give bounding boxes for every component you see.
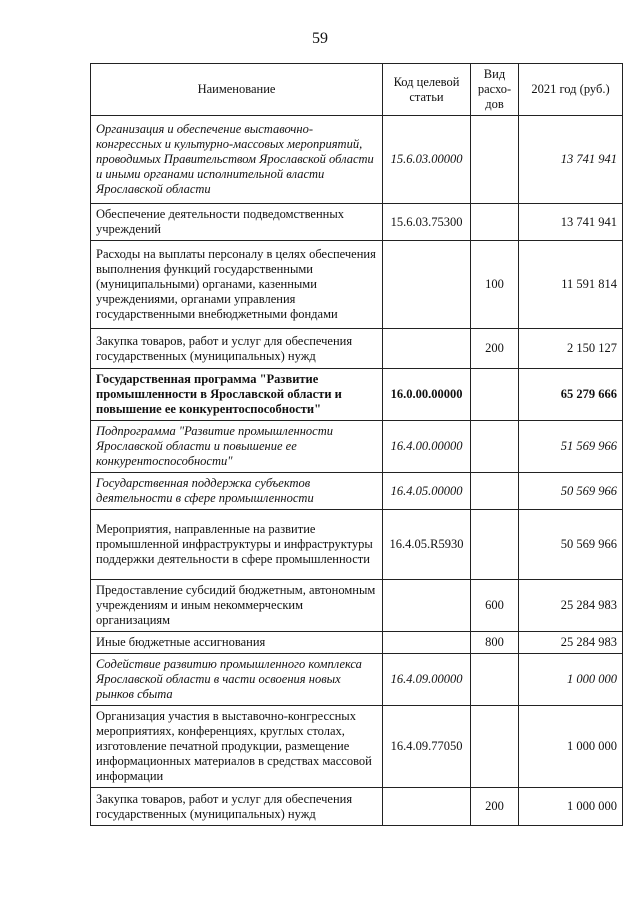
cell-code bbox=[383, 580, 471, 632]
table-row bbox=[91, 421, 623, 473]
cell-name: Государственная программа "Развитие промышленности в Ярославской области и повышение ее конкурентоспособности" bbox=[91, 369, 383, 421]
cell-name: Закупка товаров, работ и услуг для обеспечения государственных (муниципальных) нужд bbox=[91, 788, 383, 826]
cell-code: 15.6.03.00000 bbox=[383, 116, 471, 204]
cell-code: 16.4.09.77050 bbox=[383, 706, 471, 788]
table-row bbox=[91, 329, 623, 369]
cell-code bbox=[383, 329, 471, 369]
cell-code: 16.4.05.R5930 bbox=[383, 510, 471, 580]
cell-name: Иные бюджетные ассигнования bbox=[91, 632, 383, 654]
table-row bbox=[91, 369, 623, 421]
cell-kind bbox=[471, 473, 519, 510]
cell-code bbox=[383, 788, 471, 826]
cell-amount: 2 150 127 bbox=[519, 329, 623, 369]
cell-amount: 13 741 941 bbox=[519, 116, 623, 204]
cell-kind bbox=[471, 654, 519, 706]
cell-code: 16.4.00.00000 bbox=[383, 421, 471, 473]
cell-kind bbox=[471, 706, 519, 788]
cell-name: Подпрограмма "Развитие промышленности Ярославской области и повышение ее конкурентоспособности" bbox=[91, 421, 383, 473]
cell-kind bbox=[471, 369, 519, 421]
cell-amount: 1 000 000 bbox=[519, 654, 623, 706]
cell-code bbox=[383, 241, 471, 329]
cell-name: Предоставление субсидий бюджетным, автономным учреждениям и иным некоммерческим организациям bbox=[91, 580, 383, 632]
table-header-row bbox=[91, 64, 623, 116]
cell-name: Расходы на выплаты персоналу в целях обеспечения выполнения функций государственными (муниципальными) органами, казенными учреждениями, органами управления государственными внебюджетными фондами bbox=[91, 241, 383, 329]
cell-code: 15.6.03.75300 bbox=[383, 204, 471, 241]
cell-name: Мероприятия, направленные на развитие промышленной инфраструктуры и инфраструктуры поддержки деятельности в сфере промышленности bbox=[91, 510, 383, 580]
table-row bbox=[91, 204, 623, 241]
cell-kind bbox=[471, 510, 519, 580]
cell-name: Организация участия в выставочно-конгрессных мероприятиях, конференциях, круглых столах, изготовление печатной продукции, размещение информационных материалов в средствах массовой информации bbox=[91, 706, 383, 788]
cell-code: 16.0.00.00000 bbox=[383, 369, 471, 421]
cell-kind: 800 bbox=[471, 632, 519, 654]
table-row bbox=[91, 654, 623, 706]
cell-code bbox=[383, 632, 471, 654]
table-row bbox=[91, 788, 623, 826]
cell-kind: 200 bbox=[471, 788, 519, 826]
cell-amount: 25 284 983 bbox=[519, 632, 623, 654]
table-row bbox=[91, 632, 623, 654]
cell-kind bbox=[471, 204, 519, 241]
table-row bbox=[91, 510, 623, 580]
header-name: Наименование bbox=[91, 64, 383, 116]
cell-kind: 100 bbox=[471, 241, 519, 329]
cell-kind bbox=[471, 421, 519, 473]
cell-code: 16.4.09.00000 bbox=[383, 654, 471, 706]
cell-amount: 13 741 941 bbox=[519, 204, 623, 241]
table-row bbox=[91, 706, 623, 788]
page-number: 59 bbox=[312, 30, 328, 47]
cell-amount: 1 000 000 bbox=[519, 706, 623, 788]
header-code: Код целевой статьи bbox=[383, 64, 471, 116]
cell-name: Закупка товаров, работ и услуг для обеспечения государственных (муниципальных) нужд bbox=[91, 329, 383, 369]
table-row bbox=[91, 116, 623, 204]
budget-table bbox=[90, 63, 623, 826]
table-row bbox=[91, 241, 623, 329]
cell-name: Обеспечение деятельности подведомственных учреждений bbox=[91, 204, 383, 241]
table-row bbox=[91, 580, 623, 632]
cell-amount: 11 591 814 bbox=[519, 241, 623, 329]
cell-amount: 51 569 966 bbox=[519, 421, 623, 473]
cell-kind: 600 bbox=[471, 580, 519, 632]
header-kind: Вид расхо-дов bbox=[471, 64, 519, 116]
cell-kind bbox=[471, 116, 519, 204]
header-amount: 2021 год (руб.) bbox=[519, 64, 623, 116]
cell-amount: 25 284 983 bbox=[519, 580, 623, 632]
cell-name: Содействие развитию промышленного комплекса Ярославской области в части освоения новых рынков сбыта bbox=[91, 654, 383, 706]
table-row bbox=[91, 473, 623, 510]
cell-amount: 50 569 966 bbox=[519, 510, 623, 580]
cell-kind: 200 bbox=[471, 329, 519, 369]
cell-amount: 50 569 966 bbox=[519, 473, 623, 510]
cell-amount: 65 279 666 bbox=[519, 369, 623, 421]
cell-amount: 1 000 000 bbox=[519, 788, 623, 826]
cell-name: Организация и обеспечение выставочно-конгрессных и культурно-массовых мероприятий, проводимых Правительством Ярославской области и иными органами исполнительной власти Ярославской области bbox=[91, 116, 383, 204]
cell-code: 16.4.05.00000 bbox=[383, 473, 471, 510]
cell-name: Государственная поддержка субъектов деятельности в сфере промышленности bbox=[91, 473, 383, 510]
